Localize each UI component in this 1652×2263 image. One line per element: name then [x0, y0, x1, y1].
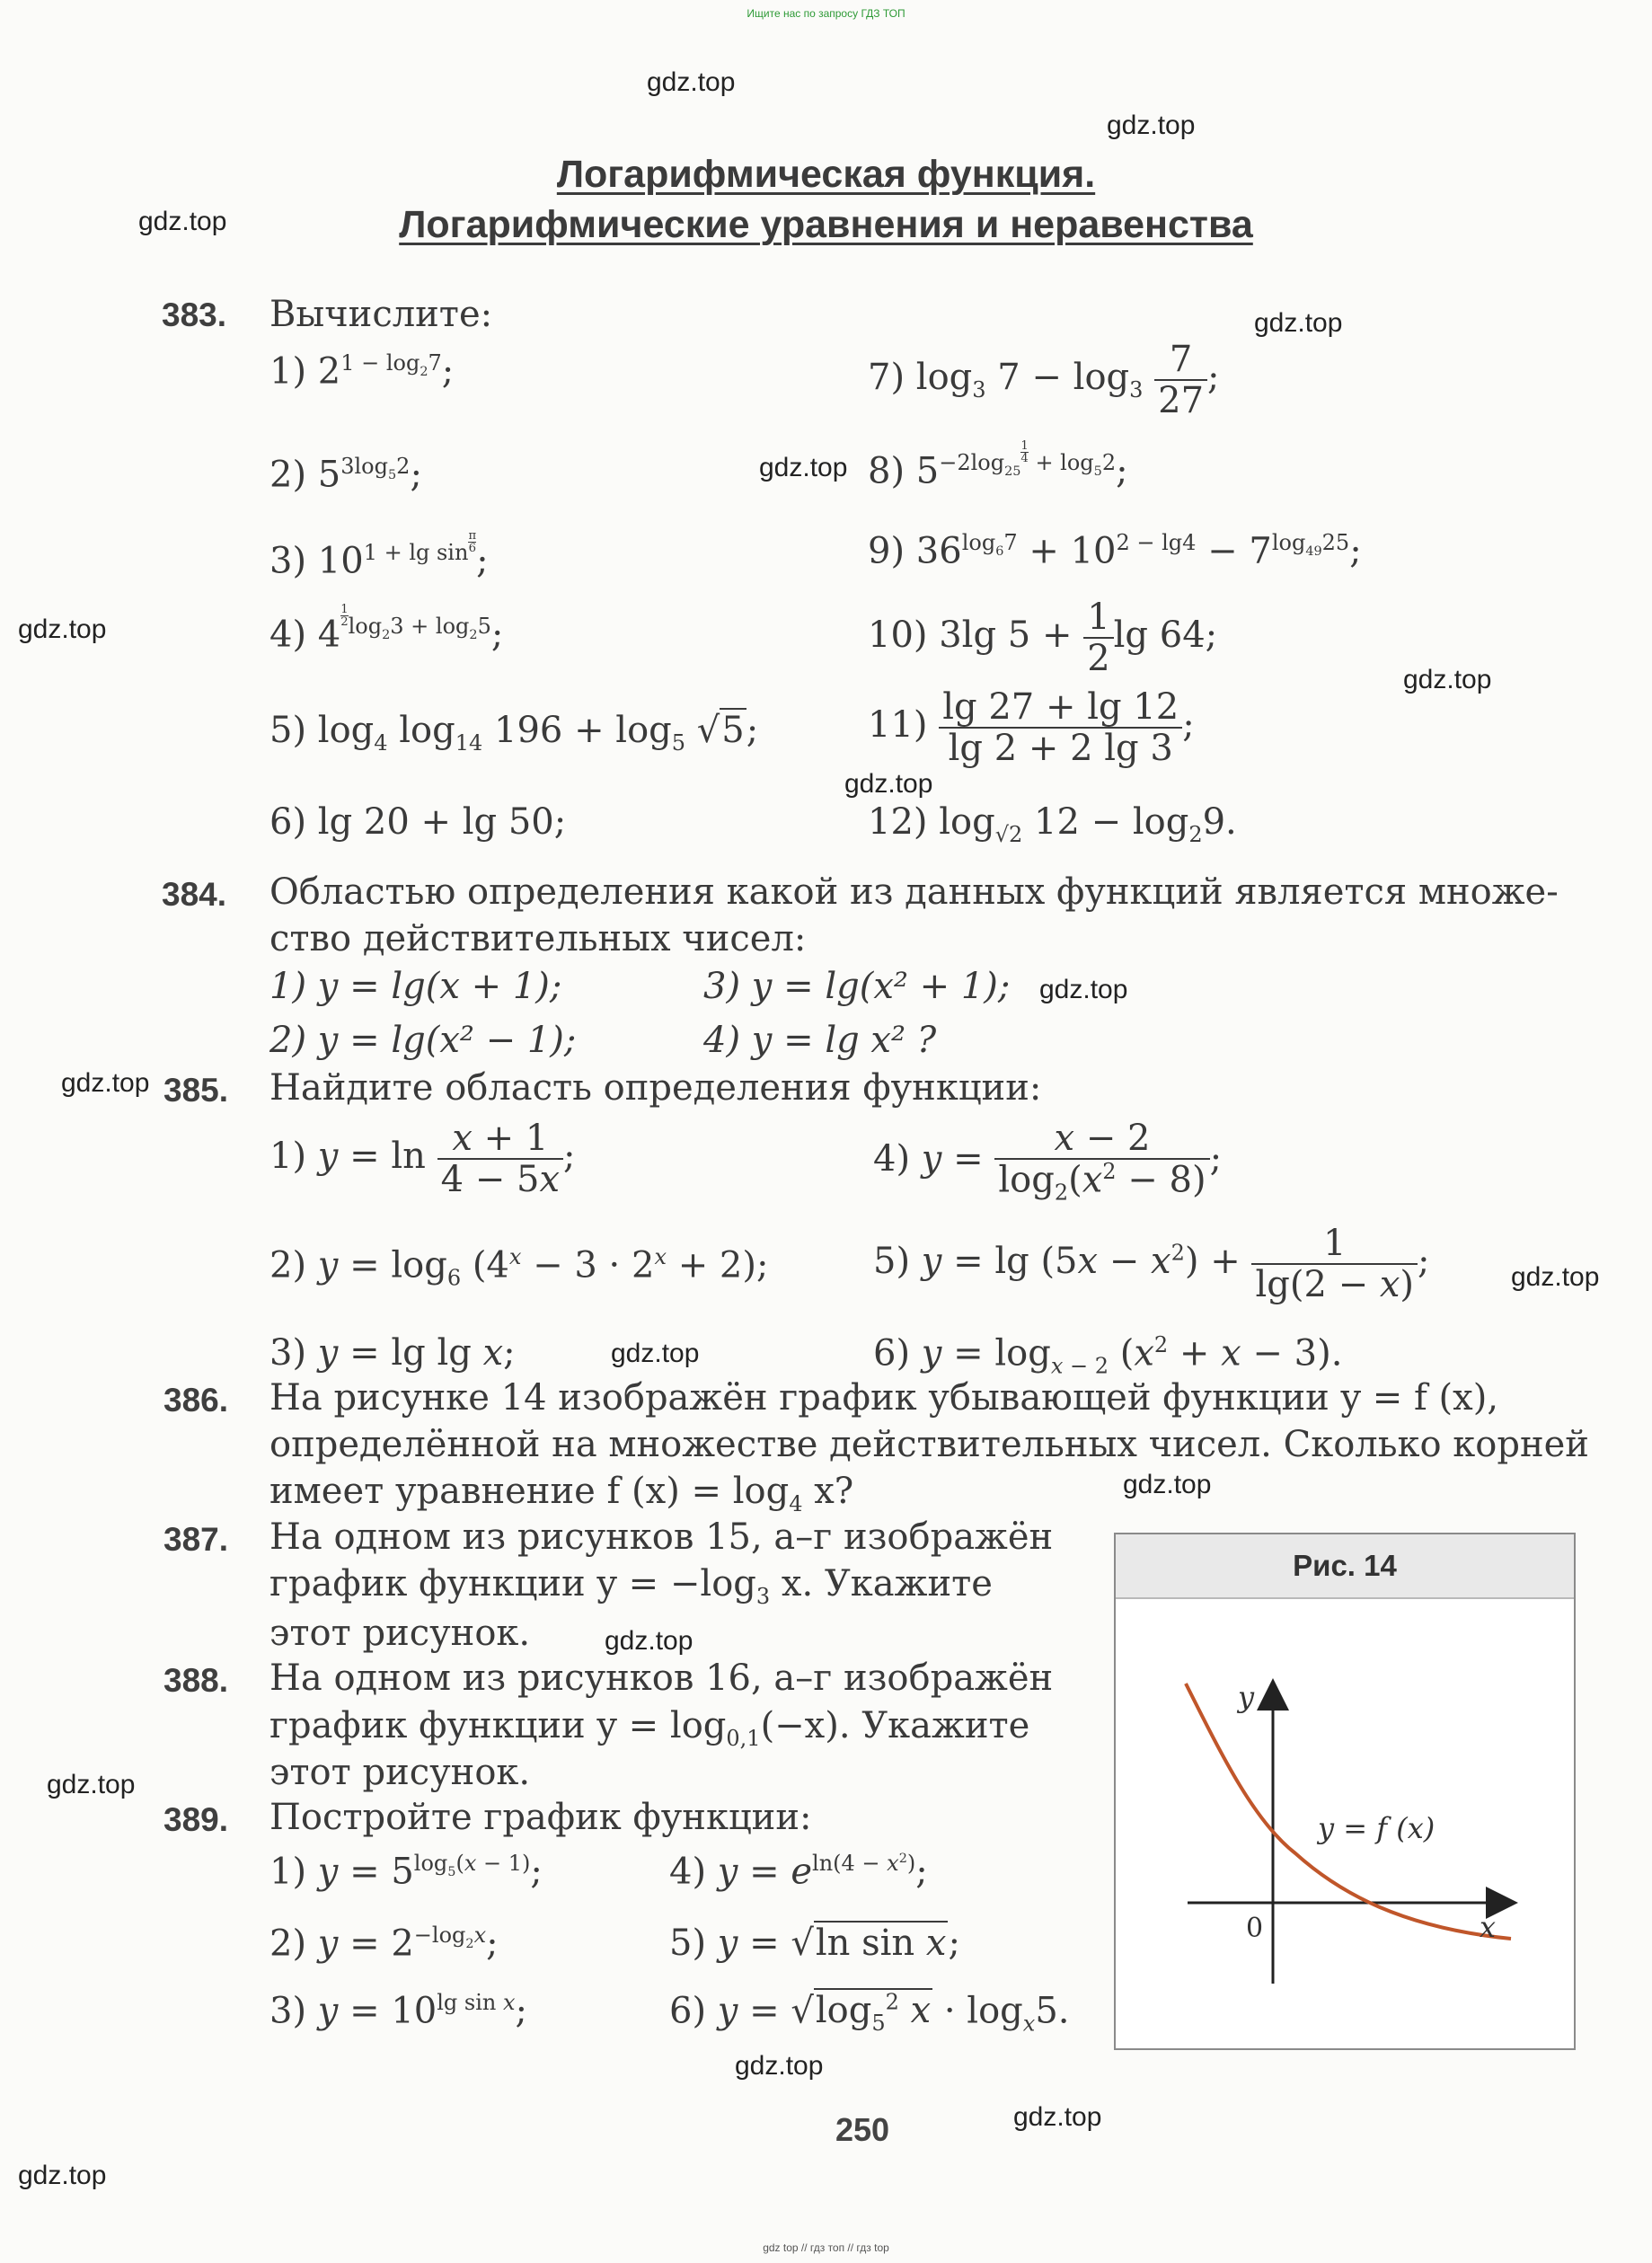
expression-item: 10) 3lg 5 + $\frac{1}{2}$ lg 64;	[868, 597, 1218, 679]
problem-number: 388.	[163, 1662, 229, 1699]
problem-number: 385.	[163, 1072, 229, 1109]
problem-text: определённой на множестве действительных чисел. Сколько корней	[269, 1424, 1589, 1465]
watermark: gdz.top	[735, 2051, 824, 2081]
watermark: gdz.top	[1013, 2102, 1102, 2132]
expression-item: 11) $\frac{\lg 27 + \lg 12}{\lg 2 + 2 \lg 3}$ ;	[868, 686, 1195, 769]
option-item: 1) y = lg(x + 1);	[269, 966, 562, 1007]
x-axis-label: x	[1480, 1910, 1497, 1944]
expression-item: 5) y = √ln sin x;	[669, 1923, 960, 1964]
problem-number: 389.	[163, 1801, 229, 1838]
problem-text: график функции $y = \log_{0,1}(-x)$. Укажите	[269, 1705, 1030, 1751]
expression-item: 9) $36^{log_67} + 10^{2 - lg4} - 7^{log_{49}25}$;	[868, 530, 1362, 572]
problem-text: На рисунке 14 изображён график убывающей функции y = f (x),	[269, 1377, 1499, 1419]
problem-text: Найдите область определения функции:	[269, 1067, 1042, 1109]
expression-item: 8) $5^{-2log_{25} \frac{1}{4} + log_52}$;	[868, 439, 1128, 492]
expression-item: 6) $y = √\log_5^2$ $x \cdot \log_x5$.	[669, 1990, 1070, 2037]
y-axis-label: y	[1238, 1680, 1255, 1714]
problem-text: На одном из рисунков 15, а–г изображён	[269, 1516, 1054, 1558]
problem-number: 386.	[163, 1382, 229, 1419]
figure-14	[1114, 1533, 1576, 2050]
expression-item: 6) lg 20 + lg 50;	[269, 801, 567, 843]
watermark: gdz.top	[844, 769, 933, 799]
expression-item: 1) y = ln $\frac{x + 1}{4 - 5x}$ ;	[269, 1118, 576, 1200]
watermark: gdz.top	[1039, 975, 1128, 1004]
option-item: 3) y = lg(x² + 1);	[703, 966, 1011, 1007]
watermark: gdz.top	[1123, 1470, 1212, 1499]
problem-number: 383.	[162, 296, 227, 333]
expression-item: 4) $y = e^{ln(4 - x^2)}$;	[669, 1851, 928, 1893]
problem-text: На одном из рисунков 16, а–г изображён	[269, 1657, 1054, 1699]
problem-number: 384.	[162, 876, 227, 913]
expression-item: 3) $10^{1 + lg sin \frac{\pi}{6}}$ ;	[269, 529, 489, 582]
watermark: gdz.top	[61, 1068, 150, 1098]
expression-item: 3) $y = 10^{lg sin x}$;	[269, 1990, 528, 2032]
expression-item: 2) $y = 2^{-log_2x}$;	[269, 1923, 499, 1965]
watermark: gdz.top	[18, 2161, 107, 2190]
expression-item: 4) y = $\frac{x - 2}{\log_2(x^2 - 8)}$ ;	[873, 1118, 1223, 1206]
curve-label: y = f (x)	[1318, 1811, 1436, 1845]
watermark: gdz.top	[605, 1626, 693, 1656]
watermark: gdz.top	[1511, 1262, 1600, 1292]
origin-label: 0	[1246, 1913, 1264, 1944]
problem-text: имеет уравнение f $(x) = \log_4 x$?	[269, 1471, 854, 1516]
bottom-banner: gdz top // гдз топ // гдз top	[763, 2241, 889, 2254]
expression-item: 2) $y = \log_6 (4^x - 3 \cdot 2^x + 2)$;	[269, 1244, 769, 1291]
expression-item: 6) $y = \log_{x - 2} (x^2 + x - 3)$.	[873, 1332, 1343, 1379]
page-number: 250	[835, 2111, 890, 2148]
expression-item: 1) $2^{1 - log_27}$;	[269, 350, 455, 393]
figure-graph	[1116, 1534, 1574, 2048]
problem-text: график функции $y = -\log_3$ x. Укажите	[269, 1563, 993, 1609]
expression-item: 1) $y = 5^{log_5(x - 1)}$;	[269, 1851, 543, 1893]
problem-text: Вычислите:	[269, 294, 493, 335]
figure-title: Рис. 14	[1116, 1534, 1574, 1599]
watermark: gdz.top	[611, 1339, 700, 1368]
watermark: gdz.top	[1403, 665, 1492, 694]
watermark: gdz.top	[759, 453, 848, 482]
option-item: 2) y = lg(x² − 1);	[269, 1020, 577, 1061]
expression-item: 5) $\log_4 \log_{14} 196 + \log_5 √5$;	[269, 710, 759, 756]
problem-text: Областью определения какой из данных функций является множе-	[269, 871, 1559, 913]
top-banner: Ищите нас по запросу ГДЗ ТОП	[746, 7, 906, 20]
watermark: gdz.top	[1107, 110, 1196, 140]
problem-text: этот рисунок.	[269, 1752, 531, 1793]
watermark: gdz.top	[47, 1770, 136, 1799]
problem-text: ство действительных чисел:	[269, 918, 807, 959]
section-title: Логарифмическая функция.	[556, 153, 1096, 196]
watermark: gdz.top	[138, 207, 227, 236]
problem-text: Постройте график функции:	[269, 1797, 812, 1838]
expression-item: 5) $y = \lg (5x - x^2)$ + $\frac{1}{\lg(2 - x)}$ ;	[873, 1223, 1430, 1305]
problem-number: 387.	[163, 1521, 229, 1558]
option-item: 4) y = lg x² ?	[703, 1020, 937, 1061]
watermark: gdz.top	[1254, 308, 1343, 338]
watermark: gdz.top	[647, 67, 736, 97]
section-subtitle: Логарифмические уравнения и неравенства	[399, 203, 1253, 246]
expression-item: 12) $\log_{√2} 12 - \log_29$.	[868, 801, 1237, 847]
problem-text: этот рисунок.	[269, 1613, 531, 1654]
expression-item: 4) 4 $^{\frac{1}{2} log_23 + log_25}$;	[269, 603, 504, 656]
expression-item: 7) $\log_3 7 - \log_3$ $\frac{7}{27}$ ;	[868, 339, 1220, 421]
expression-item: 2) $5^{3log_52}$;	[269, 454, 422, 496]
watermark: gdz.top	[18, 614, 107, 644]
expression-item: 3) y = lg lg x;	[269, 1332, 516, 1374]
